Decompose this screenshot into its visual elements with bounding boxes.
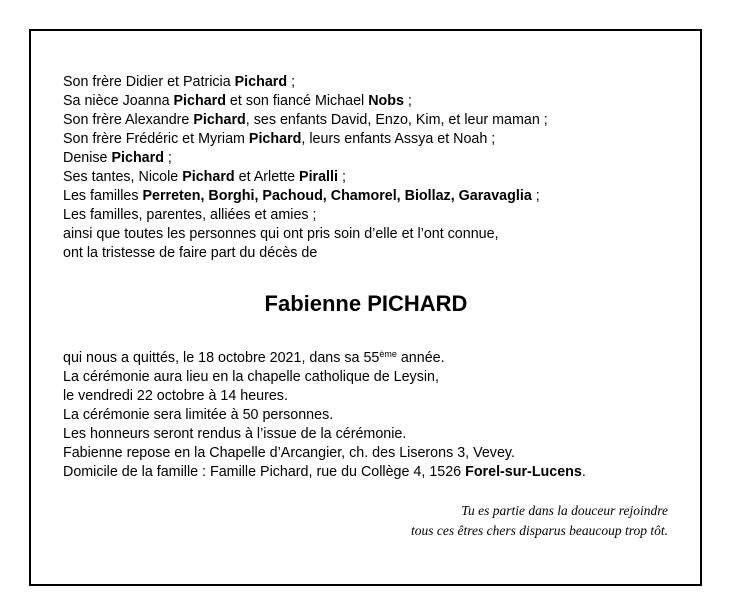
family-line: Son frère Frédéric et Myriam Pichard, leurs enfants Assya et Noah ; (63, 131, 496, 147)
family-line: Denise Pichard ; (63, 150, 172, 166)
quote-line: Tu es partie dans la douceur rejoindre (461, 503, 668, 518)
family-line: Son frère Alexandre Pichard, ses enfants David, Enzo, Kim, et leur maman ; (63, 112, 548, 128)
family-line: ont la tristesse de faire part du décès de (63, 245, 318, 261)
family-line: Les familles, parentes, alliées et amies ; (63, 207, 317, 223)
details-line: Les honneurs seront rendus à l’issue de la cérémonie. (63, 426, 407, 442)
family-line: Les familles Perreten, Borghi, Pachoud, Chamorel, Biollaz, Garavaglia ; (63, 188, 540, 204)
deceased-name: Fabienne PICHARD (264, 291, 468, 316)
family-list (63, 73, 548, 263)
family-line: ainsi que toutes les personnes qui ont pris soin d’elle et l’ont connue, (63, 226, 499, 242)
details-line: Fabienne repose en la Chapelle d’Arcangier, ch. des Liserons 3, Vevey. (63, 445, 515, 461)
ceremony-details (63, 349, 586, 482)
details-line: La cérémonie sera limitée à 50 personnes. (63, 407, 334, 423)
details-line: La cérémonie aura lieu en la chapelle catholique de Leysin, (63, 369, 439, 385)
family-line: Son frère Didier et Patricia Pichard ; (63, 74, 296, 90)
quote-line: tous ces êtres chers disparus beaucoup trop tôt. (411, 523, 668, 538)
details-line: qui nous a quittés, le 18 octobre 2021, dans sa 55ème année. (63, 349, 445, 366)
details-line: le vendredi 22 octobre à 14 heures. (63, 388, 288, 404)
details-line: Domicile de la famille : Famille Pichard, rue du Collège 4, 1526 Forel-sur-Lucens. (63, 464, 586, 480)
family-line: Ses tantes, Nicole Pichard et Arlette Piralli ; (63, 169, 346, 185)
closing-quote (411, 501, 668, 541)
family-line: Sa nièce Joanna Pichard et son fiancé Michael Nobs ; (63, 93, 412, 109)
